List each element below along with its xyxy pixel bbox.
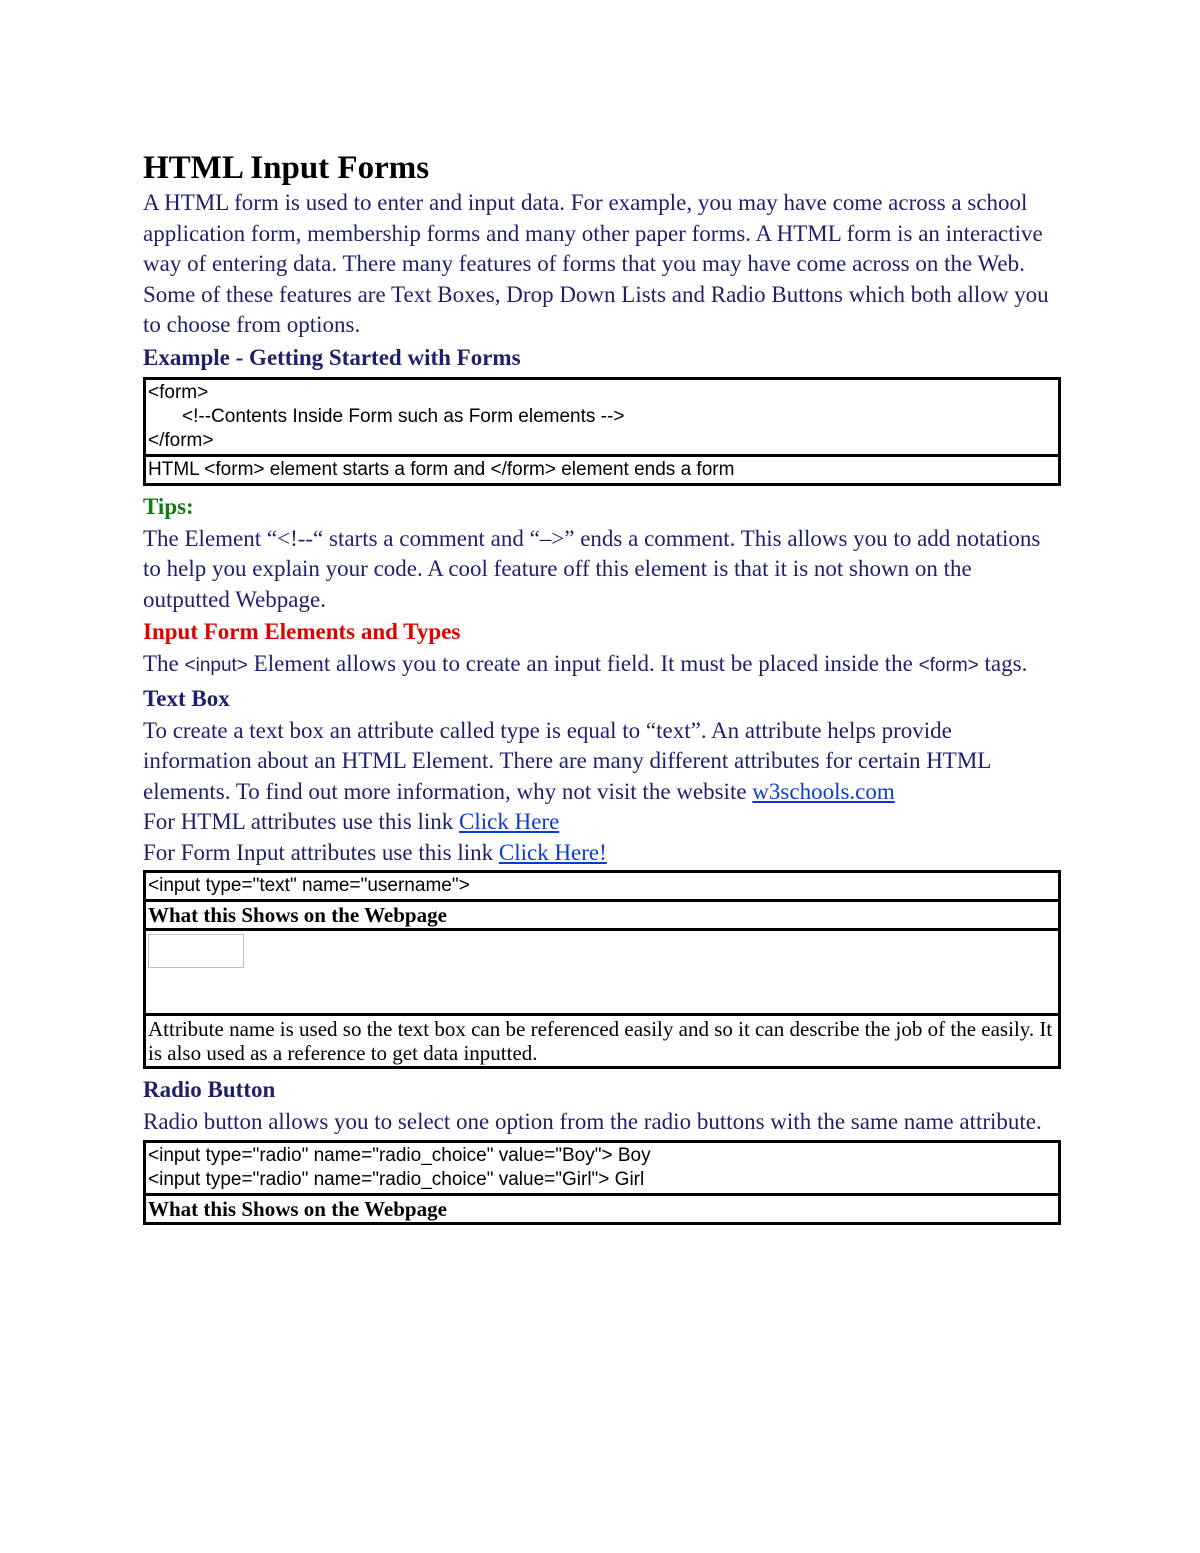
form-attributes-link[interactable]: Click Here!: [498, 839, 607, 865]
example-code-cell: [145, 378, 1060, 455]
textbox-code-table: [143, 870, 1061, 1069]
text-span: To create a text box an attribute called type is equal to “text”. An attribute helps provide information about an HTML Element. There are many different attributes for certain HTML elements. To find out more information, why not visit the website: [143, 717, 991, 804]
input-elements-heading: Input Form Elements and Types: [143, 619, 461, 644]
code-line: <input type="radio" name="radio_choice" value="Girl"> Girl: [148, 1168, 645, 1190]
page-title: HTML Input Forms: [143, 150, 430, 186]
textbox-note-cell: Attribute name is used so the text box can be referenced easily and so it can describe the job of the easily. It is also used as a reference to get data inputted.: [145, 1015, 1060, 1068]
tips-heading: Tips:: [143, 493, 194, 519]
html-attributes-line: [143, 807, 1063, 838]
text-span: Element allows you to create an input field. It must be placed inside the: [247, 651, 919, 676]
radio-code-table: [143, 1140, 1061, 1225]
text-span: tags.: [978, 651, 1028, 676]
radio-paragraph: Radio button allows you to select one option from the radio buttons with the same name attribute.: [143, 1109, 1042, 1134]
code-line: </form>: [148, 429, 214, 451]
text-span: The: [143, 651, 185, 676]
code-line: <input type="radio" name="radio_choice" value="Boy"> Boy: [148, 1144, 651, 1166]
tips-paragraph: The Element “<!--“ starts a comment and “–>” ends a comment. This allows you to add notations to help you explain your code. A cool feature off this element is that it is not shown on the outputted Webpage.: [143, 525, 1041, 612]
radio-code-cell: [145, 1141, 1060, 1194]
textbox-shows-label: What this Shows on the Webpage: [145, 901, 1060, 930]
document-page: [143, 148, 1063, 1229]
code-line: <form>: [148, 381, 209, 403]
html-attributes-link[interactable]: Click Here: [459, 809, 560, 834]
radio-heading: Radio Button: [143, 1077, 276, 1102]
textbox-preview-cell: [145, 930, 1060, 1015]
text-input-preview[interactable]: [148, 934, 244, 968]
example-heading: Example - Getting Started with Forms: [143, 344, 521, 370]
example-caption-cell: HTML <form> element starts a form and </form> element ends a form: [145, 455, 1060, 484]
inline-code: <input>: [184, 655, 248, 676]
code-line: <!--Contents Inside Form such as Form elements -->: [182, 405, 625, 427]
w3schools-link[interactable]: w3schools.com: [752, 778, 895, 804]
textbox-heading: Text Box: [143, 685, 230, 711]
radio-shows-label: What this Shows on the Webpage: [145, 1194, 1060, 1223]
intro-paragraph: A HTML form is used to enter and input data. For example, you may have come across a school application form, membership forms and many other paper forms. A HTML form is an interactive way of entering data. There many features of forms that you may have come across on the Web. Some of these features are Text Boxes, Drop Down Lists and Radio Buttons which both allow you to choose from options.: [143, 190, 1049, 337]
input-paragraph: [143, 649, 1063, 682]
text-span: For Form Input attributes use this link: [143, 839, 499, 865]
textbox-paragraph: [143, 716, 1063, 808]
inline-code: <form>: [918, 655, 979, 676]
textbox-code-cell: <input type="text" name="username">: [145, 872, 1060, 901]
text-span: For HTML attributes use this link: [143, 809, 460, 834]
form-attributes-line: [143, 838, 1063, 869]
example-code-table: [143, 377, 1061, 486]
